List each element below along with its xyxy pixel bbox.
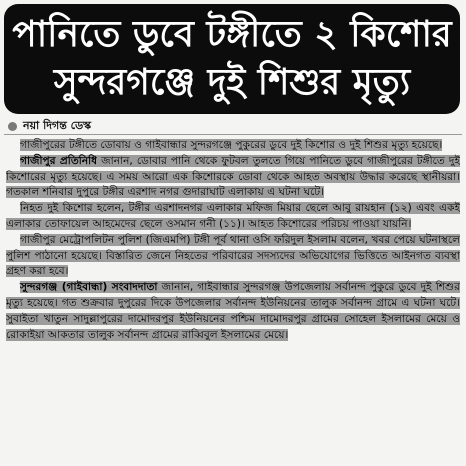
article-body: [6, 138, 460, 464]
paragraph: [6, 280, 460, 343]
bullet-icon: [8, 122, 17, 131]
headline-banner: [4, 4, 460, 114]
paragraph: [6, 233, 460, 280]
paragraph-lead: সুন্দরগঞ্জ (গাইবান্ধা) সংবাদদাতা: [20, 281, 158, 294]
dateline: [8, 118, 91, 134]
headline-line-1: পানিতে ডুবে টঙ্গীতে ২ কিশোর: [12, 14, 452, 55]
headline-line-2: সুন্দরগঞ্জে দুই শিশুর মৃত্যু: [53, 62, 411, 103]
paragraph: [6, 154, 460, 201]
divider: [4, 134, 462, 135]
paragraph-text: জানান, ডোবার পানি থেকে ফুটবল তুলতে গিয়ে পানিতে ডুবে গাজীপুরের টঙ্গীতে দুই কিশোরের মৃত্যু হয়েছে। এ সময় আরো এক কিশোরকে ডোবা থেকে আহত অবস্থায় উদ্ধার করেছে স্থানীয়রা। গতকাল শনিবার দুপুরে টঙ্গীর এরশাদ নগর গুদারাঘাট এলাকায় এ ঘটনা ঘটে।: [6, 154, 460, 199]
paragraph-text: গাজীপুর মেট্রোপলিটন পুলিশ (জিএমপি) টঙ্গী পূর্ব থানা ওসি ফরিদুল ইসলাম বলেন, খবর পেয়ে ঘটনাস্থলে পুলিশ পাঠানো হয়েছে। বিস্তারিত জেনে নিহতের পরিবারের সদস্যদের অভিযোগের ভিত্তিতে আইনগত ব্যবস্থা গ্রহণ করা হবে।: [6, 233, 460, 278]
paragraph: [6, 201, 460, 233]
paragraph: [6, 138, 460, 154]
paragraph-text: জানান, গাইবান্ধার সুন্দরগঞ্জ উপজেলায় সর্বানন্দ পুকুরে ডুবে দুই শিশুর মৃত্যু হয়েছে। গত শুক্রবার দুপুরের দিকে উপজেলার সর্বানন্দ ইউনিয়নের তালুক সর্বানন্দ গ্রামে এ ঘটনা ঘটে। সুবাইতা খাতুন সাদুল্লাপুরের দামোদরপুর ইউনিয়নের পশ্চিম দামোদরপুর গ্রামের সোহেল ইসলামের মেয়ে ও রোকাইয়া আকতার তালুক সর্বানন্দ গ্রামের রাব্বিবুল ইসলামের মেয়ে।: [6, 281, 460, 341]
paragraph-text: গাজীপুরের টঙ্গীতে ডোবায় ও গাইবান্ধার সুন্দরগঞ্জে পুকুরের ডুবে দুই কিশোর ও দুই শিশুর মৃত্যু হয়েছে।: [20, 139, 443, 151]
paragraph-text: নিহত দুই কিশোর হলেন, টঙ্গীর এরশাদনগর এলাকার মফিজ মিয়ার ছেলে আবু রায়হান (১২) এবং একই এলাকার তোফায়েল আহমেদের ছেলে ওসমান গনী (১১)। আহত কিশোরের পরিচয় পাওয়া যায়নি।: [6, 202, 460, 230]
dateline-text: নয়া দিগন্ত ডেস্ক: [23, 118, 92, 132]
paragraph-lead: গাজীপুর প্রতিনিধি: [20, 154, 98, 167]
